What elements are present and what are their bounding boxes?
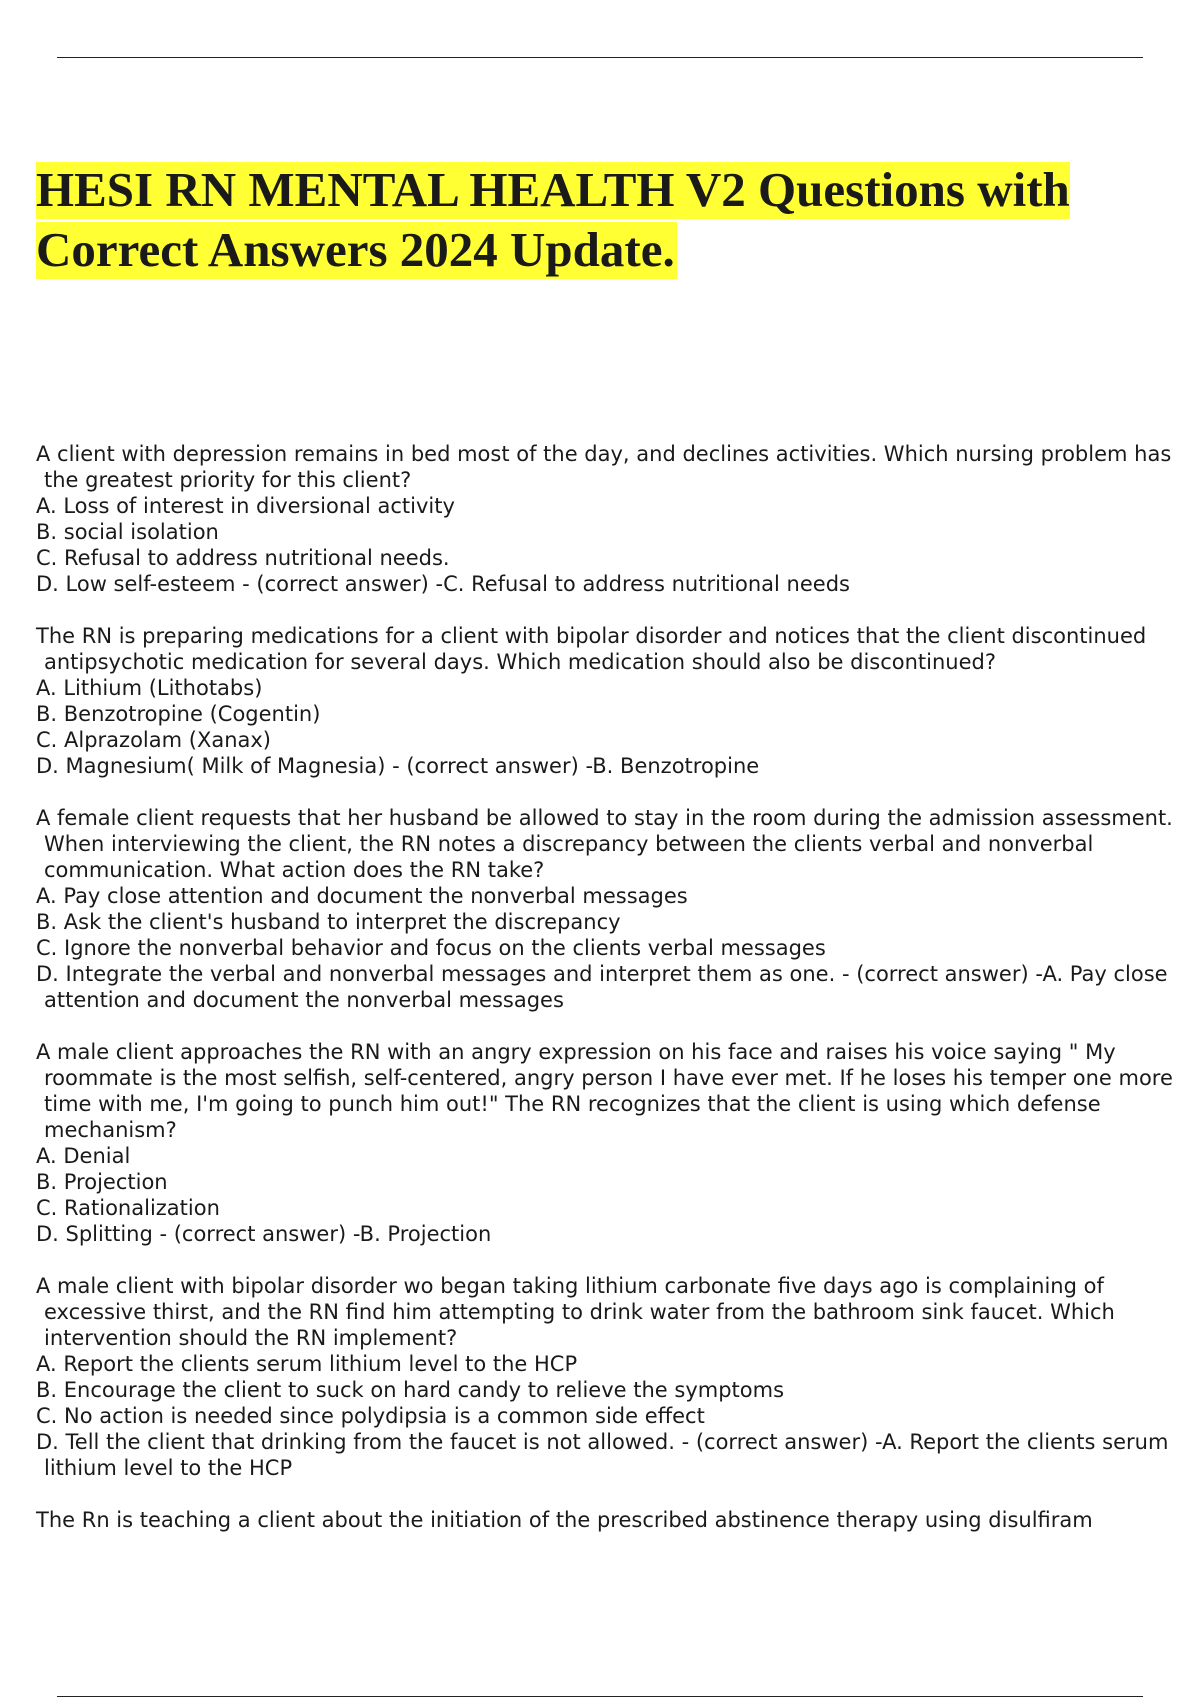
answer-option: B. Projection <box>36 1170 168 1194</box>
answer-option-with-correct-answer: D. Integrate the verbal and nonverbal messages and interpret them as one. - (correct answer) -A. Pay close attention and document the nonverbal messages <box>36 962 1168 1012</box>
answer-option: A. Loss of interest in diversional activity <box>36 494 455 518</box>
question-stem: A female client requests that her husband be allowed to stay in the room during the admission assessment. When interviewing the client, the RN notes a discrepancy between the clients verbal and nonverbal communication. What action does the RN take? <box>36 806 1173 882</box>
question-list <box>36 441 1186 1533</box>
question-3 <box>36 805 1186 1013</box>
answer-option: B. Encourage the client to suck on hard candy to relieve the symptoms <box>36 1378 785 1402</box>
answer-option: A. Lithium (Lithotabs) <box>36 676 263 700</box>
question-1 <box>36 441 1186 597</box>
answer-option: A. Denial <box>36 1144 131 1168</box>
answer-option-with-correct-answer: D. Low self-esteem - (correct answer) -C. Refusal to address nutritional needs <box>36 572 850 596</box>
answer-option-with-correct-answer: D. Tell the client that drinking from the faucet is not allowed. - (correct answer) -A. Report the clients serum lithium level to the HCP <box>36 1430 1169 1480</box>
question-stem: The RN is preparing medications for a client with bipolar disorder and notices that the client discontinued antipsychotic medication for several days. Which medication should also be discontinued? <box>36 624 1147 674</box>
answer-option: B. Benzotropine (Cogentin) <box>36 702 321 726</box>
answer-option: C. Ignore the nonverbal behavior and focus on the clients verbal messages <box>36 936 826 960</box>
answer-option: A. Report the clients serum lithium level to the HCP <box>36 1352 578 1376</box>
answer-option: C. No action is needed since polydipsia is a common side effect <box>36 1404 705 1428</box>
answer-option: C. Alprazolam (Xanax) <box>36 728 271 752</box>
document-title <box>36 160 1186 280</box>
answer-option: C. Rationalization <box>36 1196 220 1220</box>
question-stem: A male client with bipolar disorder wo began taking lithium carbonate five days ago is complaining of excessive thirst, and the RN find him attempting to drink water from the bathroom sink faucet. Which intervention should the RN implement? <box>36 1274 1115 1350</box>
title-highlight: HESI RN MENTAL HEALTH V2 Questions with Correct Answers 2024 Update. <box>36 162 1070 277</box>
top-rule <box>57 57 1143 58</box>
question-stem: A client with depression remains in bed most of the day, and declines activities. Which nursing problem has the greatest priority for this client? <box>36 442 1172 492</box>
answer-option: B. Ask the client's husband to interpret the discrepancy <box>36 910 621 934</box>
question-stem: A male client approaches the RN with an angry expression on his face and raises his voice saying " My roommate is the most selfish, self-centered, angry person I have ever met. If he loses his temper one more time with me, I'm going to punch him out!" The RN recognizes that the client is using which defense mechanism? <box>36 1040 1173 1142</box>
question-4 <box>36 1039 1186 1247</box>
question-stem: The Rn is teaching a client about the initiation of the prescribed abstinence therapy using disulfiram <box>36 1508 1093 1532</box>
answer-option-with-correct-answer: D. Splitting - (correct answer) -B. Projection <box>36 1222 492 1246</box>
bottom-rule <box>57 1696 1143 1697</box>
answer-option: A. Pay close attention and document the nonverbal messages <box>36 884 688 908</box>
answer-option-with-correct-answer: D. Magnesium( Milk of Magnesia) - (correct answer) -B. Benzotropine <box>36 754 760 778</box>
answer-option: C. Refusal to address nutritional needs. <box>36 546 450 570</box>
question-6 <box>36 1507 1186 1533</box>
question-5 <box>36 1273 1186 1481</box>
question-2 <box>36 623 1186 779</box>
answer-option: B. social isolation <box>36 520 219 544</box>
